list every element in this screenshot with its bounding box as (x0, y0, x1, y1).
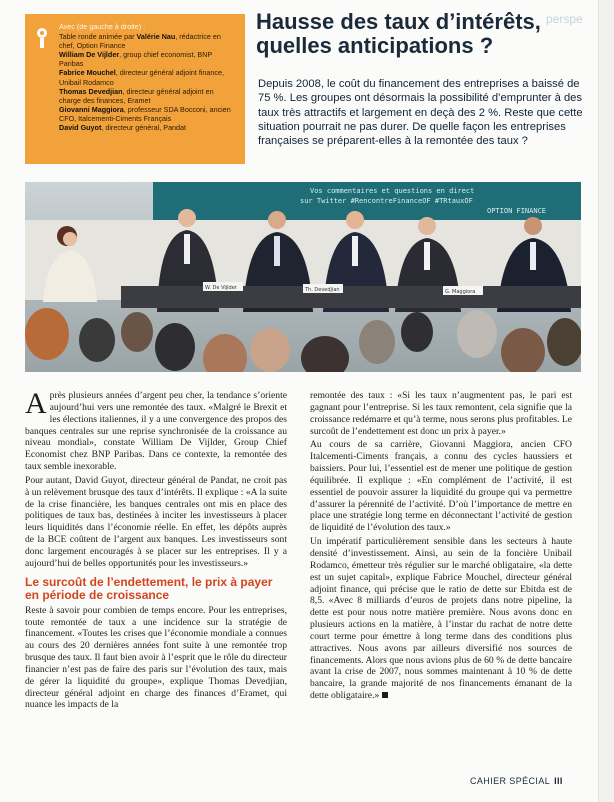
page-edge (598, 0, 614, 802)
body-paragraph: Pour autant, David Guyot, directeur général de Pandat, ne croit pas à un relèvement brusque des taux d’intérêts. Il explique : «A la suite de la crise financière, les banques centrales ont mis en place des politiques de taux bas, destinées à inciter les investisseurs à placer leurs liquidités dans l’économie réelle. En effet, les dépôts auprès de la BCE coûtent de l’argent aux banques. Les investisseurs sont donc largement encouragés à se placer sur les entreprises. Il y a aujourd’hui de belles opportunités pour les investisseurs.» (25, 474, 287, 569)
section-subhead: Le surcoût de l’endettement, le prix à payer en période de croissance (25, 574, 273, 602)
body-paragraph: Au cours de sa carrière, Giovanni Maggiora, ancien CFO Italcementi-Ciments français, a connu des cycles haussiers et baissiers. Pour lui, l’essentiel est de mener une politique de gestion équilibrée. Il explique : «En complément de l’activité, il est essentiel de pouvoir assurer la liquidité du groupe qui va permettre d’assurer la pérennité de l’activité. D’où l’importance de mettre en place une stratégie long terme en déconnectant l’activité de gestion de liquidité de l’évolution des taux.» (310, 439, 572, 534)
participant-line: Thomas Devedjian, directeur général adjoint en charge des finances, Eramet (59, 86, 214, 105)
nameplate-text: W. De Vijlder (205, 285, 237, 291)
body-paragraph: Après plusieurs années d’argent peu cher, la tendance s’oriente aujourd’hui vers une remontée des taux. «Malgré le Brexit et les élections italiennes, il y a une convergence des propos des banques centrales sur une reprise synchronisée de la croissance au niveau mondial», constate William De Vijlder, Group Chief Economist chez BNP Paribas. Dans ce contexte, la remontée des taux semble inexorable. (25, 387, 287, 473)
body-paragraph: Reste à savoir pour combien de temps encore. Pour les entreprises, toute remontée de taux a une incidence sur la stratégie de financement. «Toutes les crises que l’économie mondiale a connues au cours des 20 dernières années font suite à une remontée trop brusque des taux. Il faut bien avoir à l’esprit que le rôle du directeur financier n’est pas de faire des paris sur l’évolution des taux, mais de gérer la liquidité du groupe», explique Thomas Devedjian, directeur général adjoint en charge des finances d’Eramet, qui nuance les impacts de la (25, 604, 287, 711)
article-column-left (25, 387, 287, 713)
screen-text: OPTION FINANCE (487, 207, 547, 215)
body-paragraph: Un impératif particulièrement sensible dans les secteurs à haute densité d’investissement. Ainsi, au sein de la foncière Unibail Rodamco, émetteur très régulier sur le marché obligataire, «la dette est un sujet capital», explique Fabrice Mouchel, directeur général adjoint finance, qui précise que le ratio de dette sur Ebitda est de 8,5. «Avec 8 milliards d’euros de projets dans notre pipeline, la dette est pour nous notre matière première. Nous avons donc en plusieurs actions en la matière, à l’instar du rachat de notre dette court terme pour émettre à long terme dans des conditions plus attractives. Nous avons par ailleurs diversifié nos sources de financements. Alors que nous avions plus de 60 % de dette bancaire avant la crise de 2007, nous sommes maintenant à 10 % de dette bancaire, la grande majorité de nos financements émanant de la dette obligataire.» (310, 536, 572, 702)
participant-line: David Guyot, directeur général, Pandat (59, 123, 187, 133)
camera-icon (33, 26, 51, 50)
roundtable-photo (25, 182, 581, 372)
participant-line: Fabrice Mouchel, directeur général adjoint finance, Unibail Rodamco (59, 68, 224, 87)
screen-text: Vos commentaires et questions en direct (310, 187, 475, 195)
participant-line: Giovanni Maggiora, professeur SDA Bocconi, ancien CFO, Italcementi-Ciments Français (59, 104, 231, 123)
participant-line: William De Vijlder, group chief economist, BNP Paribas (59, 50, 213, 69)
participant-line: Table ronde animée par Valérie Nau, rédactrice en chef, Option Finance (59, 32, 221, 51)
drop-cap: A (25, 387, 47, 420)
end-of-article-mark (382, 692, 388, 698)
article-intro: Depuis 2008, le coût du financement des entreprises a baissé de 75 %. Les groupes ont désormais la possibilité d’emprunter à des taux très attractifs et largement en deçà des 2 %. Reste que cette situation pourrait ne pas durer. De quelle façon les entreprises françaises se préparent-elles à la remontée des taux ? (258, 78, 583, 148)
bleed-through-text: perspe (546, 12, 583, 26)
screen-text: sur Twitter #RencontreFinanceOF #TRtauxOF (300, 197, 473, 205)
nameplate-text: G. Maggiora (445, 289, 476, 295)
headline-line: quelles anticipations ? (256, 33, 494, 58)
article-column-right (310, 390, 572, 704)
page-number: III (554, 776, 563, 786)
section-label: CAHIER SPÉCIAL (470, 776, 551, 786)
page-footer (470, 776, 563, 786)
body-paragraph: remontée des taux : «Si les taux n’augmentent pas, le pari est gagnant pour l’entreprise. Si les taux remontent, cela signifie que la croissance redémarre et qu’à terme, nous serons plus profitables. Le surcoût de l’endettement est donc un prix à payer.» (310, 390, 572, 437)
participants-panel (25, 14, 245, 164)
headline-line: Hausse des taux d’intérêts, (256, 9, 541, 34)
nameplate-text: Th. Devedjian (305, 287, 340, 293)
panel-caption: Avec (de gauche à droite) : (59, 22, 146, 31)
article-headline (256, 10, 586, 58)
conference-table (121, 286, 581, 308)
